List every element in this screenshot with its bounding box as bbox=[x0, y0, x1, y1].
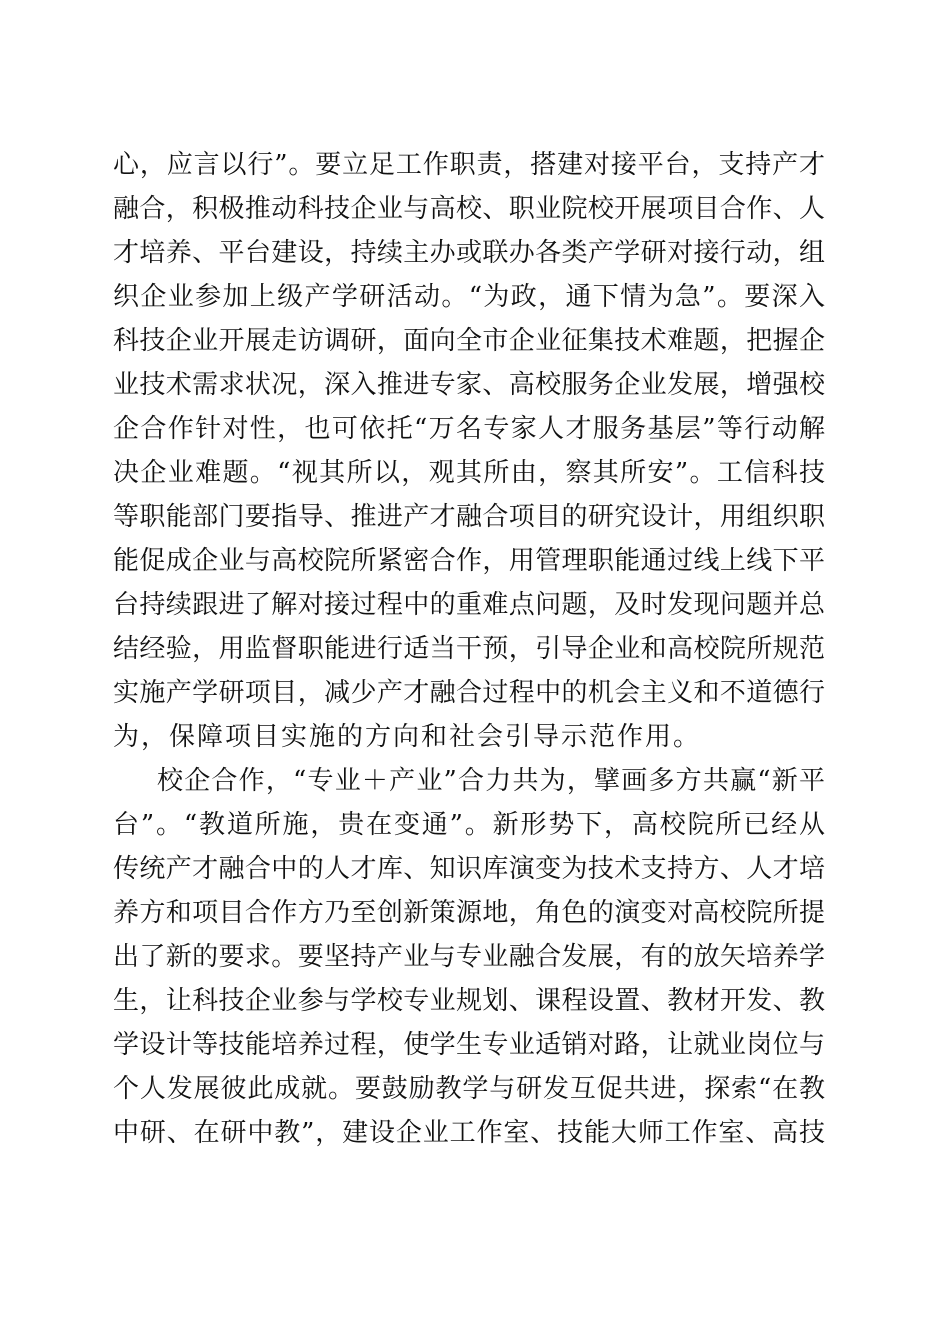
text-line: 校企合作，“专业＋产业”合力共为，擘画多方共赢“新平 bbox=[157, 766, 825, 796]
text-line: 个人发展彼此成就。要鼓励教学与研发互促共进，探索“在教 bbox=[113, 1074, 825, 1104]
text-line: 结经验，用监督职能进行适当干预，引导企业和高校院所规范 bbox=[113, 634, 825, 664]
text-line: 生，让科技企业参与学校专业规划、课程设置、教材开发、教 bbox=[113, 986, 825, 1016]
text-line: 决企业难题。“视其所以，观其所由，察其所安”。工信科技 bbox=[113, 458, 825, 488]
text-line: 学设计等技能培养过程，使学生专业适销对路，让就业岗位与 bbox=[113, 1030, 825, 1060]
text-line: 科技企业开展走访调研，面向全市企业征集技术难题，把握企 bbox=[113, 326, 825, 356]
text-line: 台”。“教道所施，贵在变通”。新形势下，高校院所已经从 bbox=[113, 810, 825, 840]
text-line: 织企业参加上级产学研活动。“为政，通下情为急”。要深入 bbox=[113, 282, 825, 312]
text-line: 为，保障项目实施的方向和社会引导示范作用。 bbox=[113, 722, 702, 752]
text-line: 出了新的要求。要坚持产业与专业融合发展，有的放矢培养学 bbox=[113, 942, 825, 972]
text-line: 养方和项目合作方乃至创新策源地，角色的演变对高校院所提 bbox=[113, 898, 825, 928]
text-line: 业技术需求状况，深入推进专家、高校服务企业发展，增强校 bbox=[113, 370, 825, 400]
text-line: 实施产学研项目，减少产才融合过程中的机会主义和不道德行 bbox=[113, 678, 825, 708]
text-line: 才培养、平台建设，持续主办或联办各类产学研对接行动，组 bbox=[113, 238, 825, 268]
text-line: 台持续跟进了解对接过程中的重难点问题，及时发现问题并总 bbox=[113, 590, 825, 620]
text-line: 中研、在研中教”，建设企业工作室、技能大师工作室、高技 bbox=[113, 1118, 825, 1148]
text-line: 能促成企业与高校院所紧密合作，用管理职能通过线上线下平 bbox=[113, 546, 825, 576]
text-line: 心，应言以行”。要立足工作职责，搭建对接平台，支持产才 bbox=[113, 150, 825, 180]
text-line: 传统产才融合中的人才库、知识库演变为技术支持方、人才培 bbox=[113, 854, 825, 884]
text-line: 企合作针对性，也可依托“万名专家人才服务基层”等行动解 bbox=[113, 414, 825, 444]
text-line: 融合，积极推动科技企业与高校、职业院校开展项目合作、人 bbox=[113, 194, 825, 224]
text-line: 等职能部门要指导、推进产才融合项目的研究设计，用组织职 bbox=[113, 502, 825, 532]
